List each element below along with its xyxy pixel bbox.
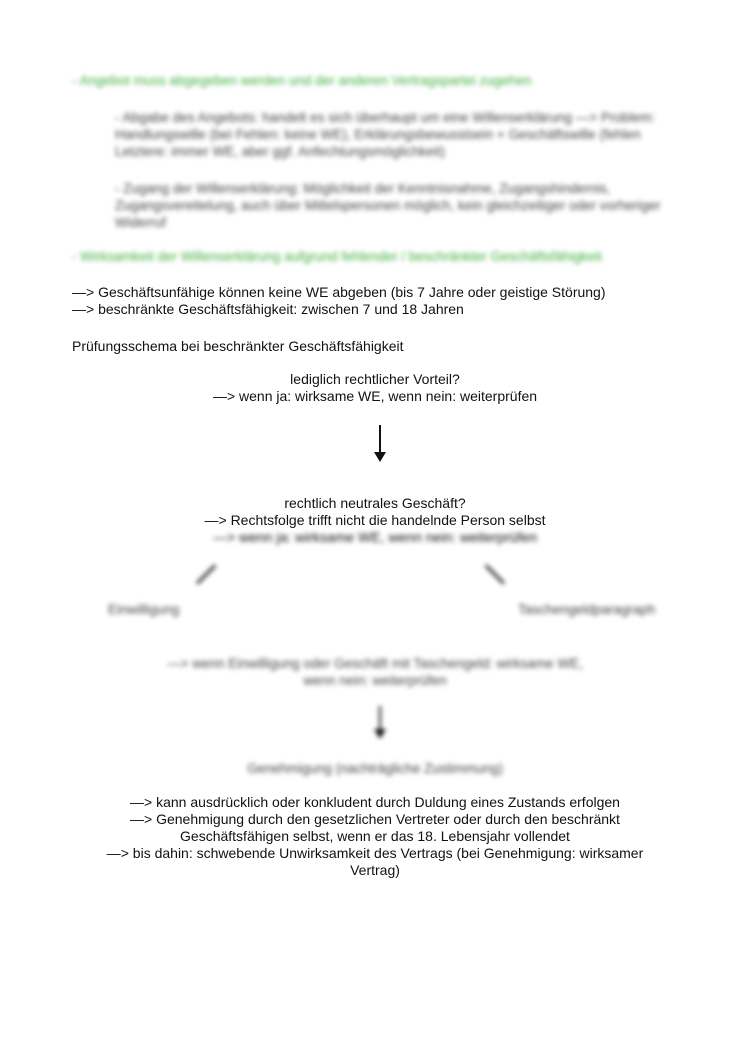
arrow-down-1 — [379, 425, 381, 453]
genehmigung-details — [0, 794, 750, 879]
paragraph-abgabe: - Abgabe des Angebots: handelt es sich überhaupt um eine Willenserklärung —> Problem: Handlungswille (bei Fehlen: keine WE), Erklärungsbewusstsein + Geschäftswille (fehlen Letztere: immer WE, aber ggf. Anfechtungsmöglichkeit) — [115, 110, 655, 159]
step-einwilligung-result — [0, 655, 750, 689]
step3-line1: —> wenn Einwilligung oder Geschäft mit Taschengeld: wirksame WE, — [167, 656, 583, 671]
details-line3: Geschäftsfähigen selbst, wenn er das 18. Lebensjahr vollendet — [180, 828, 570, 844]
heading-wirksamkeit: - Wirksamkeit der Willenserklärung aufgrund fehlender / beschränkter Geschäftsfähigkeit — [72, 249, 602, 264]
branch-line-left — [196, 564, 216, 584]
step2-consequence: —> Rechtsfolge trifft nicht die handelnde Person selbst — [204, 512, 546, 528]
step-genehmigung: Genehmigung (nachträgliche Zustimmung) — [247, 761, 503, 776]
step-rechtlicher-vorteil — [0, 371, 750, 405]
details-line2: —> Genehmigung durch den gesetzlichen Vertreter oder durch den beschränkt — [130, 811, 620, 827]
branch-taschengeldparagraph: Taschengeldparagraph — [518, 602, 656, 617]
details-line4: —> bis dahin: schwebende Unwirksamkeit des Vertrags (bei Genehmigung: wirksamer — [106, 845, 644, 861]
step2-question: rechtlich neutrales Geschäft? — [284, 495, 466, 511]
details-line1: —> kann ausdrücklich oder konkludent durch Duldung eines Zustands erfolgen — [130, 794, 620, 810]
step-neutrales-geschaeft — [0, 495, 750, 546]
step1-result: —> wenn ja: wirksame WE, wenn nein: weiterprüfen — [212, 388, 538, 404]
paragraph-zugang: - Zugang der Willenserklärung: Möglichkeit der Kenntnisnahme, Zugangshindernis, Zugangsvereitelung, auch über Mittelspersonen möglich, kein gleichzeitiger oder vorheriger Widerruf — [115, 181, 661, 230]
arrow-down-2 — [379, 706, 381, 730]
branch-line-right — [485, 564, 505, 584]
schema-title: Prüfungsschema bei beschränkter Geschäftsfähigkeit — [72, 338, 404, 354]
branch-einwilligung: Einwilligung — [108, 602, 180, 617]
heading-angebot: - Angebot muss abgegeben werden und der anderen Vertragspartei zugehen — [72, 73, 532, 88]
details-line5: Vertrag) — [350, 862, 400, 878]
step1-question: lediglich rechtlicher Vorteil? — [290, 371, 460, 387]
step3-line2: wenn nein: weiterprüfen — [303, 673, 447, 688]
intro-line-geschaeftsunfaehige: —> Geschäftsunfähige können keine WE abgeben (bis 7 Jahre oder geistige Störung) — [72, 284, 606, 300]
step2-result: —> wenn ja: wirksame WE, wenn nein: weiterprüfen — [212, 529, 538, 545]
intro-line-beschraenkte: —> beschränkte Geschäftsfähigkeit: zwischen 7 und 18 Jahren — [72, 301, 464, 317]
